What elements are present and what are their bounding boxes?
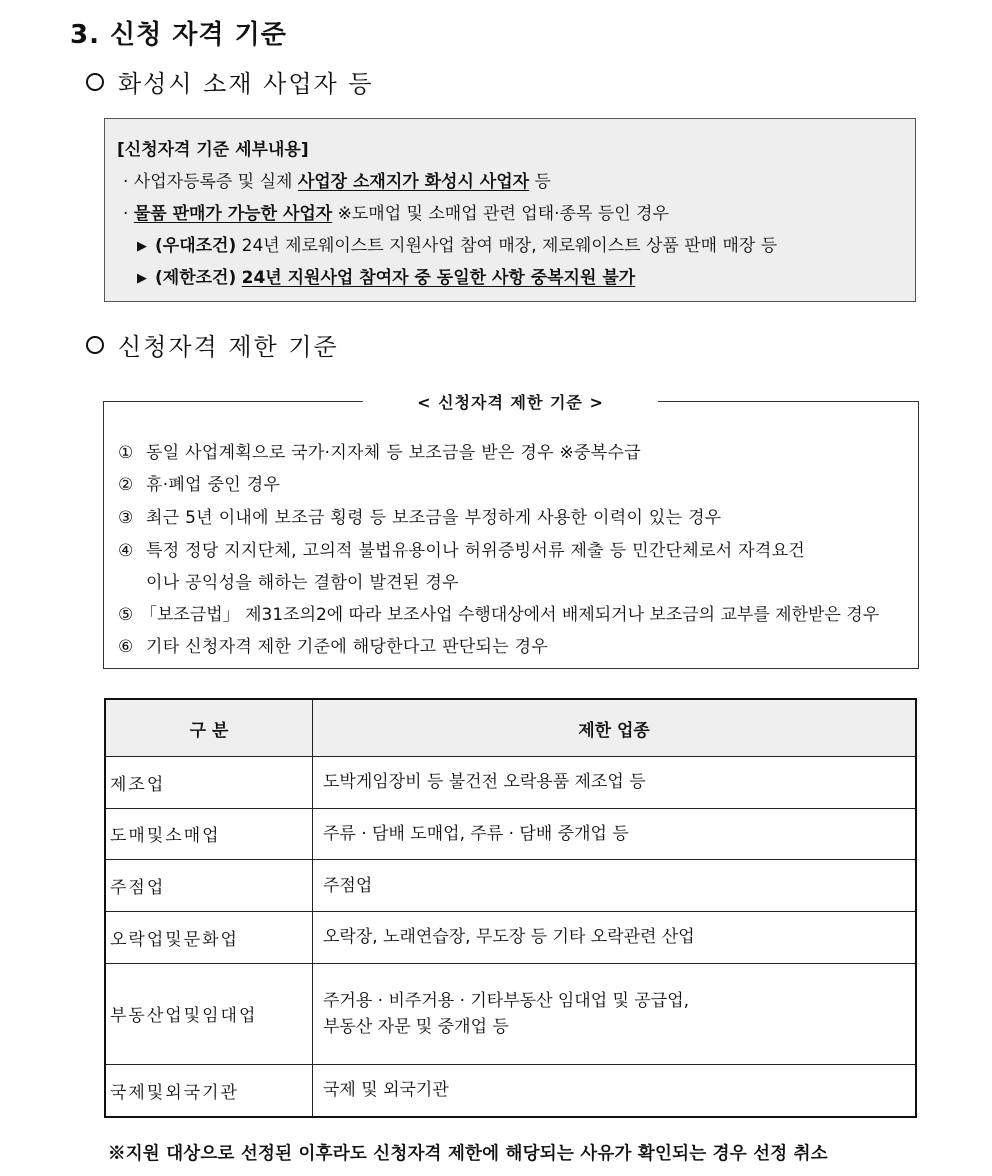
eligibility-detail-box	[104, 118, 916, 302]
restriction-item	[118, 536, 805, 561]
item-text: 동일 사업계획으로 국가·지자체 등 보조금을 받은 경우 ※중복수급	[146, 443, 641, 463]
restriction-item	[118, 438, 641, 463]
detail-line-1	[123, 167, 551, 192]
restriction-item	[118, 503, 722, 528]
subheading-hwaseong	[86, 64, 374, 99]
table-header-row	[105, 699, 916, 757]
item-number: ①	[118, 443, 134, 463]
footnote: ※지원 대상으로 선정된 이후라도 신청자격 제한에 해당되는 사유가 확인되는 경우 선정 취소	[108, 1144, 828, 1164]
item-number: ⑥	[118, 637, 134, 657]
item-text: 「보조금법」 제31조의2에 따라 보조사업 수행대상에서 배제되거나 보조금의 교부를 제한받은 경우	[140, 605, 880, 625]
detail-line-4-text: 24년 지원사업 참여자 중 동일한 사항 중복지원 불가	[241, 268, 636, 288]
header-industry: 제한 업종	[313, 699, 917, 757]
restriction-box-title: < 신청자격 제한 기준 >	[417, 393, 604, 412]
detail-line-3	[137, 231, 777, 256]
detail-line-4	[137, 263, 635, 288]
subheading-restriction	[86, 327, 339, 362]
table-row	[105, 757, 916, 809]
detail-line-2-post: ※도매업 및 소매업 관련 업태·종목 등인 경우	[332, 204, 669, 224]
table-row	[105, 963, 916, 1064]
industry-cell	[313, 808, 917, 860]
industry-cell	[313, 963, 917, 1064]
industry-cell	[313, 911, 917, 963]
triangle-bullet-icon: ▶	[137, 271, 147, 286]
category-cell: 제조업	[105, 757, 313, 809]
circle-bullet-icon	[86, 336, 104, 354]
detail-line-3-text: 24년 제로웨이스트 지원사업 참여 매장, 제로웨이스트 상품 판매 매장 등	[236, 236, 778, 256]
table-row	[105, 1064, 916, 1117]
industry-text: 도박게임장비 등 불건전 오락용품 제조업 등	[323, 772, 646, 793]
industry-cell	[313, 1064, 917, 1117]
detail-line-3-label: (우대조건)	[155, 236, 237, 256]
item-text: 휴·폐업 중인 경우	[146, 475, 281, 495]
restriction-item	[118, 600, 879, 625]
subheading-text: 신청자격 제한 기준	[118, 333, 339, 361]
frame-top-border-right	[658, 401, 919, 402]
industry-text: 주점업	[323, 875, 373, 896]
industry-cell	[313, 860, 917, 912]
industry-text: 오락장, 노래연습장, 무도장 등 기타 오락관련 산업	[323, 927, 695, 948]
detail-line-2-pre: ·	[123, 204, 134, 224]
detail-line-2-emph: 물품 판매가 가능한 사업자	[133, 204, 333, 224]
section-title: 3. 신청 자격 기준	[70, 20, 287, 50]
item-number: ③	[118, 508, 134, 528]
industry-text: 주거용 · 비주거용 · 기타부동산 임대업 및 공급업,	[323, 990, 690, 1011]
industry-text: 주류 · 담배 도매업, 주류 · 담배 중개업 등	[323, 823, 629, 844]
category-cell: 도매및소매업	[105, 808, 313, 860]
restriction-item-continued	[118, 568, 459, 593]
item-number: ④	[118, 541, 134, 561]
subheading-text: 화성시 소재 사업자 등	[118, 70, 374, 98]
table-row	[105, 911, 916, 963]
restriction-item	[118, 470, 280, 495]
detail-line-1-emph: 사업장 소재지가 화성시 사업자	[297, 172, 530, 192]
item-text: 최근 5년 이내에 보조금 횡령 등 보조금을 부정하게 사용한 이력이 있는 경우	[146, 508, 722, 528]
category-cell: 오락업및문화업	[105, 911, 313, 963]
table-row	[105, 860, 916, 912]
category-cell: 주점업	[105, 860, 313, 912]
detail-line-1-pre: · 사업자등록증 및 실제	[123, 172, 298, 192]
industry-cell	[313, 757, 917, 809]
detail-line-2	[123, 199, 669, 224]
circle-bullet-icon	[86, 73, 104, 91]
item-text: 특정 정당 지지단체, 고의적 불법유용이나 허위증빙서류 제출 등 민간단체로서 자격요건	[146, 541, 806, 561]
header-category: 구 분	[105, 699, 313, 757]
frame-top-border-left	[103, 401, 363, 402]
industry-text: 국제 및 외국기관	[323, 1080, 449, 1101]
triangle-bullet-icon: ▶	[137, 239, 147, 254]
item-number: ⑤	[118, 605, 134, 625]
category-cell: 부동산업및임대업	[105, 963, 313, 1064]
item-text: 이나 공익성을 해하는 결함이 발견된 경우	[146, 573, 459, 593]
detail-line-4-label: (제한조건)	[155, 268, 237, 288]
detail-heading: [신청자격 기준 세부내용]	[117, 140, 309, 160]
industry-text-line2: 부동산 자문 및 중개업 등	[323, 1016, 509, 1037]
category-cell: 국제및외국기관	[105, 1064, 313, 1117]
table-row	[105, 808, 916, 860]
detail-line-1-post: 등	[529, 172, 551, 192]
restriction-item	[118, 632, 548, 657]
item-number: ②	[118, 475, 134, 495]
restricted-industry-table	[104, 698, 917, 1118]
item-text: 기타 신청자격 제한 기준에 해당한다고 판단되는 경우	[146, 637, 549, 657]
